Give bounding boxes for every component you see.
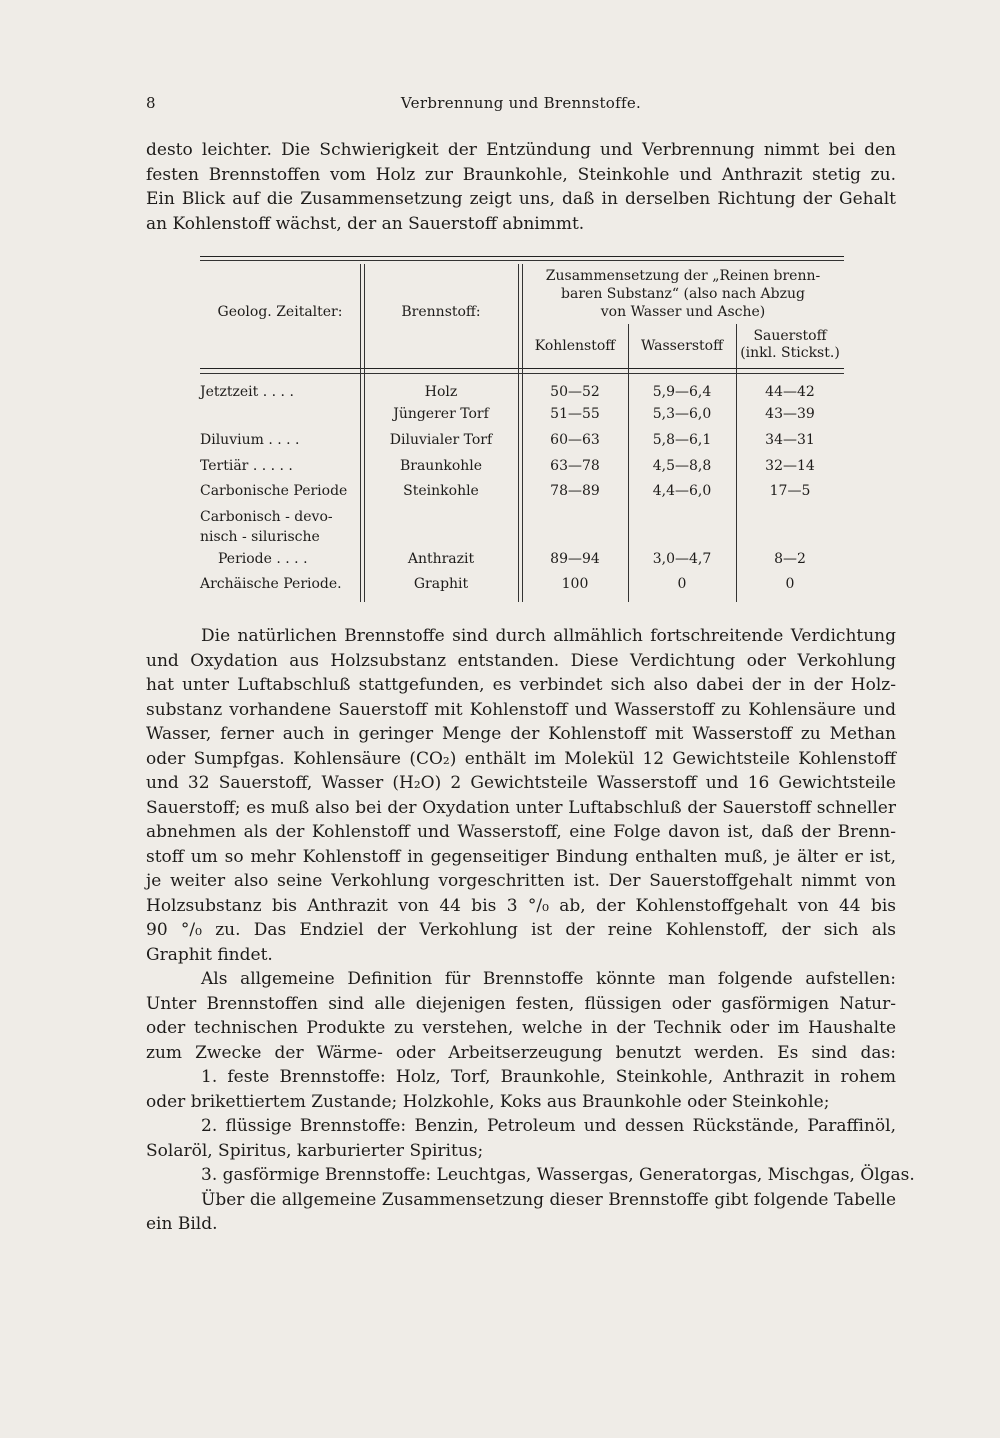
- cell-fuel: Braunkohle: [399, 458, 483, 474]
- header-oxygen: Sauerstoff: [753, 328, 827, 344]
- cell-carbon: 60—63: [550, 432, 600, 448]
- cell-era: Periode . . . .: [218, 551, 308, 567]
- text-line: 2. flüssige Brennstoffe: Benzin, Petroleum und dessen Rückstände, Paraffinöl,: [201, 1116, 896, 1136]
- cell-oxygen: 44—42: [765, 384, 815, 400]
- cell-oxygen: 0: [785, 576, 795, 592]
- cell-era: Archäische Periode.: [200, 576, 342, 592]
- page-number: 8: [146, 94, 156, 112]
- header-group-line: baren Substanz“ (also nach Abzug: [561, 286, 805, 302]
- text-line: Als allgemeine Definition für Brennstoffe könnte man folgende aufstellen:: [201, 969, 896, 989]
- cell-fuel: Steinkohle: [403, 483, 479, 499]
- text-line: Unter Brennstoffen sind alle diejenigen festen, flüssigen oder gasförmigen Natur-: [146, 993, 896, 1014]
- text-line: je weiter also seine Verkohlung vorgeschritten ist. Der Sauerstoffgehalt nimmt von: [146, 871, 896, 891]
- text-line: 3. gasförmige Brennstoffe: Leuchtgas, Wassergas, Generatorgas, Mischgas, Ölgas.: [201, 1165, 915, 1185]
- column-divider: [518, 264, 519, 602]
- text-line: Graphit findet.: [146, 944, 273, 965]
- cell-carbon: 89—94: [550, 551, 600, 567]
- text-line: hat unter Luftabschluß stattgefunden, es verbindet sich also dabei der in der Holz-: [146, 675, 896, 695]
- text-line: ein Bild.: [146, 1214, 218, 1234]
- cell-era: Diluvium . . . .: [200, 432, 300, 448]
- table-top-rule-inner: [200, 260, 844, 261]
- cell-oxygen: 8—2: [774, 551, 806, 567]
- text-line: Die natürlichen Brennstoffe sind durch allmählich fortschreitende Verdichtung: [201, 626, 896, 646]
- text-line: und 32 Sauerstoff, Wasser (H₂O) 2 Gewichtsteile Wasserstoff und 16 Gewichtsteile: [146, 773, 896, 793]
- header-carbon: Kohlenstoff: [534, 338, 616, 354]
- body-text: [146, 624, 915, 1237]
- cell-fuel: Holz: [424, 384, 458, 400]
- cell-fuel: Graphit: [413, 576, 469, 592]
- text-line: oder technischen Produkte zu verstehen, welche in der Technik oder im Haushalte: [146, 1018, 896, 1038]
- header-fuel: Brennstoff:: [401, 304, 481, 320]
- text-line: Ein Blick auf die Zusammensetzung zeigt uns, daß in derselben Richtung der Gehalt: [146, 189, 896, 209]
- cell-fuel: Jüngerer Torf: [393, 406, 489, 422]
- header-hydrogen: Wasserstoff: [640, 338, 724, 354]
- cell-era: Carbonische Periode: [200, 483, 348, 499]
- text-line: an Kohlenstoff wächst, der an Sauerstoff abnimmt.: [146, 213, 585, 234]
- text-line: abnehmen als der Kohlenstoff und Wasserstoff, eine Folge davon ist, daß der Brenn-: [146, 822, 896, 842]
- cell-carbon: 78—89: [550, 483, 600, 499]
- header-oxygen-note: (inkl. Stickst.): [740, 345, 840, 361]
- cell-carbon: 100: [561, 576, 589, 592]
- cell-hydrogen: 5,8—6,1: [652, 432, 712, 448]
- text-line: 90 °/₀ zu. Das Endziel der Verkohlung ist der reine Kohlenstoff, der sich als: [146, 920, 896, 940]
- text-line: substanz vorhandene Sauerstoff mit Kohlenstoff und Wasserstoff zu Kohlensäure und: [146, 699, 896, 720]
- intro-paragraph: [146, 138, 896, 236]
- cell-oxygen: 17—5: [769, 483, 811, 499]
- text-line: Holzsubstanz bis Anthrazit von 44 bis 3 °/₀ ab, der Kohlenstoffgehalt von 44 bis: [146, 895, 896, 916]
- cell-carbon: 63—78: [550, 458, 600, 474]
- running-title: Verbrennung und Brennstoffe.: [400, 94, 642, 112]
- cell-oxygen: 34—31: [765, 432, 815, 448]
- text-line: Über die allgemeine Zusammensetzung dieser Brennstoffe gibt folgende Tabelle: [201, 1189, 896, 1210]
- cell-fuel: Anthrazit: [407, 551, 475, 567]
- cell-hydrogen: 5,9—6,4: [652, 384, 712, 400]
- cell-hydrogen: 4,4—6,0: [652, 483, 712, 499]
- text-line: stoff um so mehr Kohlenstoff in gegenseitiger Bindung enthalten muß, je älter er ist,: [146, 846, 896, 867]
- cell-oxygen: 43—39: [765, 406, 815, 422]
- text-line: 1. feste Brennstoffe: Holz, Torf, Braunkohle, Steinkohle, Anthrazit in rohem: [201, 1067, 896, 1087]
- cell-era: Tertiär . . . . .: [200, 458, 293, 474]
- header-group-line: Zusammensetzung der „Reinen brenn-: [545, 268, 821, 284]
- cell-hydrogen: 5,3—6,0: [652, 406, 712, 422]
- cell-fuel: Diluvialer Torf: [389, 432, 493, 448]
- cell-oxygen: 32—14: [765, 458, 815, 474]
- text-line: oder Sumpfgas. Kohlensäure (CO₂) enthält im Molekül 12 Gewichtsteile Kohlenstoff: [146, 748, 896, 769]
- cell-carbon: 51—55: [550, 406, 600, 422]
- page-header: [146, 94, 896, 118]
- column-divider: [360, 264, 361, 602]
- cell-carbon: 50—52: [550, 384, 600, 400]
- cell-era: Carbonisch - devo-: [200, 509, 333, 525]
- cell-hydrogen: 0: [677, 576, 687, 592]
- header-group-line: von Wasser und Asche): [600, 304, 766, 320]
- text-line: festen Brennstoffen vom Holz zur Braunkohle, Steinkohle und Anthrazit stetig zu.: [146, 164, 896, 185]
- text-line: desto leichter. Die Schwierigkeit der Entzündung und Verbrennung nimmt bei den: [146, 140, 896, 160]
- text-line: Wasser, ferner auch in geringer Menge der Kohlenstoff mit Wasserstoff zu Methan: [146, 724, 896, 744]
- cell-era: nisch - silurische: [200, 529, 320, 545]
- cell-hydrogen: 4,5—8,8: [652, 458, 712, 474]
- text-line: Sauerstoff; es muß also bei der Oxydation unter Luftabschluß der Sauerstoff schneller: [146, 797, 896, 818]
- table-top-rule: [200, 256, 844, 257]
- text-line: und Oxydation aus Holzsubstanz entstanden. Diese Verdichtung oder Verkohlung: [146, 650, 896, 671]
- cell-era: Jetztzeit . . . .: [200, 384, 294, 400]
- text-line: zum Zwecke der Wärme- oder Arbeitserzeugung benutzt werden. Es sind das:: [146, 1042, 896, 1063]
- cell-hydrogen: 3,0—4,7: [652, 551, 712, 567]
- text-line: Solaröl, Spiritus, karburierter Spiritus;: [146, 1140, 484, 1161]
- composition-table: [200, 256, 844, 602]
- text-line: oder brikettiertem Zustande; Holzkohle, Koks aus Braunkohle oder Steinkohle;: [146, 1091, 830, 1112]
- header-era: Geolog. Zeitalter:: [217, 304, 343, 320]
